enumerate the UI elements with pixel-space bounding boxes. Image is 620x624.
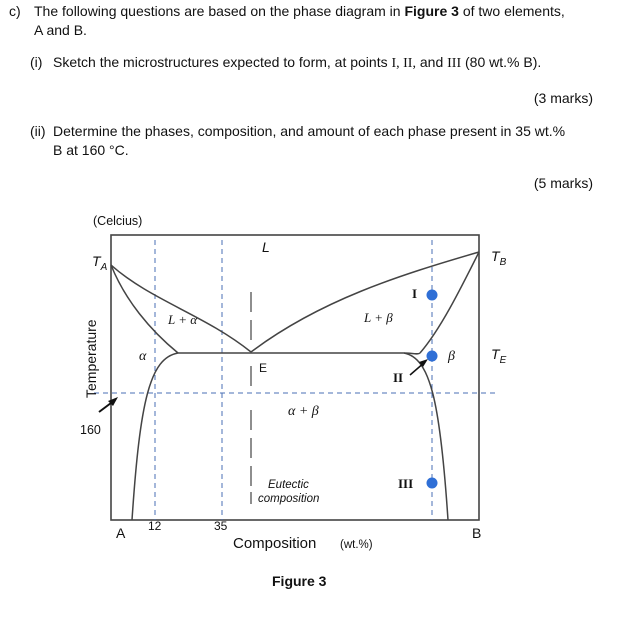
figure-caption: Figure 3 [272, 573, 327, 589]
x-axis-unit: (wt.%) [340, 539, 373, 551]
point-II-label: II [393, 370, 404, 385]
end-label-A: A [116, 525, 126, 541]
point-II-marker [427, 351, 438, 362]
y-axis-title: Temperature [83, 319, 99, 398]
region-beta: β [448, 349, 455, 364]
y-unit-label: (Celcius) [93, 214, 143, 228]
sub-ii-label: (ii) [30, 123, 46, 139]
sub-ii-marks: (5 marks) [533, 175, 593, 191]
point-I-label: I [412, 286, 418, 301]
eutectic-comp-line1: Eutectic [268, 479, 309, 491]
temp-label-160: 160 [80, 423, 101, 437]
question-intro-line2: A and B. [34, 22, 87, 38]
diagram-frame [111, 235, 479, 520]
point-III-label: III [398, 476, 414, 491]
liquidus-left [111, 265, 251, 352]
sub-i-text: Sketch the microstructures expected to form, at points I, II, and III (80 wt.% B). [53, 54, 542, 71]
beta-corner [404, 353, 420, 354]
solvus-right [404, 353, 448, 520]
point-III-marker [427, 478, 438, 489]
region-L: L [262, 239, 270, 255]
comp-label-35: 35 [214, 519, 228, 533]
comp-label-12: 12 [148, 519, 162, 533]
end-label-B: B [472, 525, 482, 541]
sub-i-marks: (3 marks) [533, 90, 593, 106]
eutectic-comp-line2: composition [258, 493, 320, 505]
region-alpha: α [139, 349, 147, 364]
region-alpha-beta: α + β [288, 404, 319, 419]
sub-ii-line1: Determine the phases, composition, and amount of each phase present in 35 wt.% [53, 123, 566, 139]
question-intro-line1: The following questions are based on the phase diagram in Figure 3 of two elements, [34, 3, 565, 19]
point-I-marker [427, 290, 438, 301]
eutectic-point-label: E [259, 361, 268, 375]
liquidus-right [251, 252, 479, 352]
TB-label: $T_B$ [491, 248, 507, 268]
solidus-left [111, 265, 178, 353]
TA-label: $T_A$ [92, 253, 108, 273]
x-axis-title: Composition [233, 535, 317, 552]
TE-label: $T_E$ [491, 346, 507, 366]
question-part-label: c) [9, 3, 21, 19]
dashed-guides [94, 240, 496, 520]
region-L-alpha: L + α [168, 312, 198, 327]
sub-i-label: (i) [30, 54, 43, 70]
region-L-beta: L + β [364, 310, 393, 325]
sub-ii-line2: B at 160 °C. [53, 142, 129, 158]
